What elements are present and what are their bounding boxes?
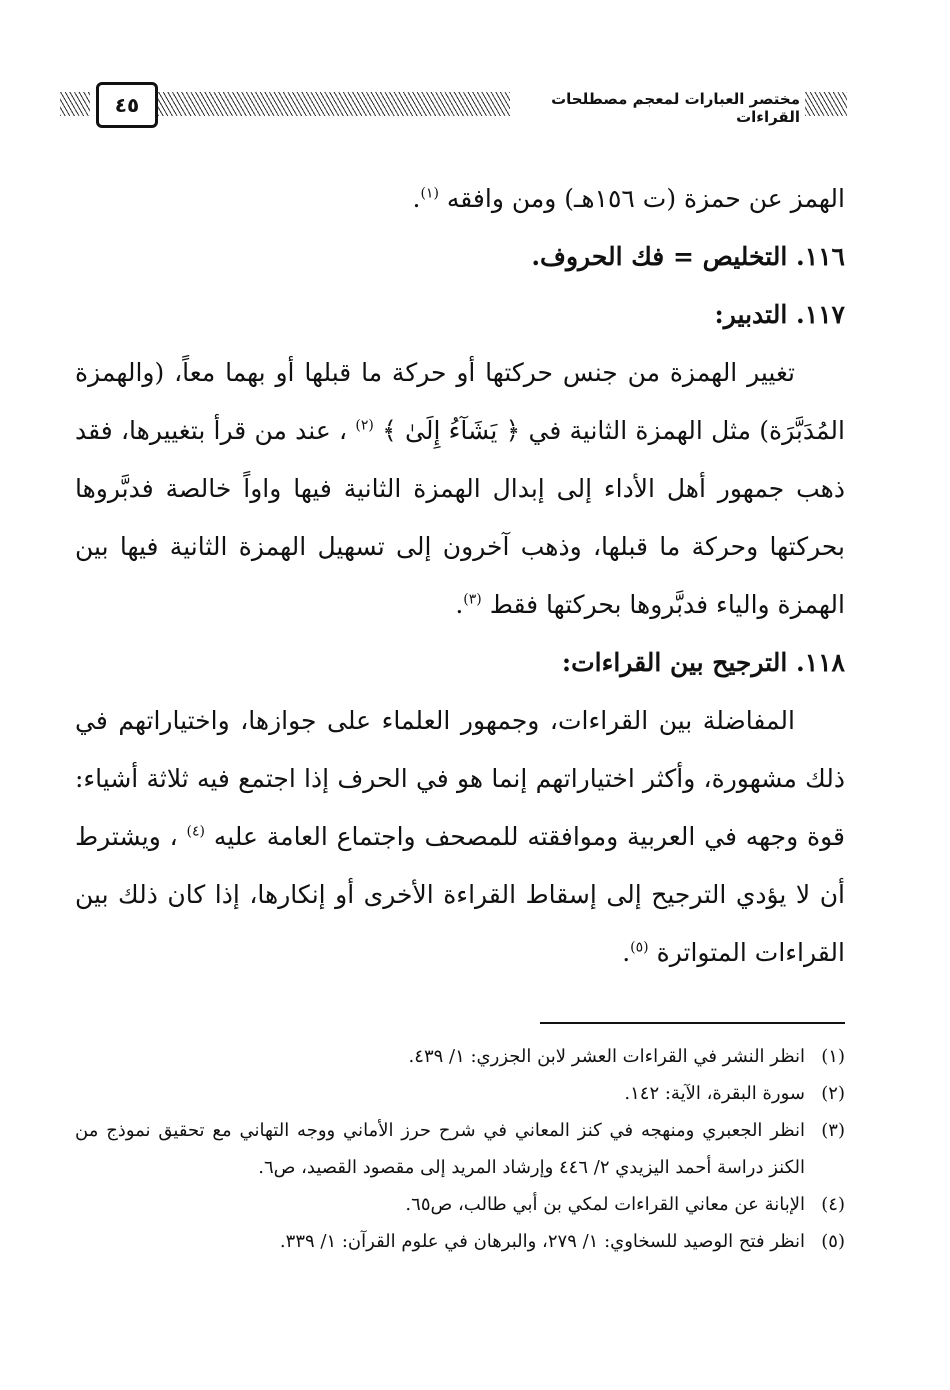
main-text (75, 170, 845, 982)
entry-body-118 (75, 692, 845, 982)
footnote-text: انظر فتح الوصيد للسخاوي: ١/ ٢٧٩، والبرهان في علوم القرآن: ١/ ٣٣٩. (279, 1231, 805, 1252)
header-ornament-left (60, 92, 90, 116)
footnote-text: سورة البقرة، الآية: ١٤٢. (624, 1083, 805, 1104)
footnote-ref: (٤) (186, 823, 205, 840)
footnote-ref: (٢) (355, 417, 374, 434)
paragraph-end: . (412, 184, 421, 213)
footnote-text: الإبانة عن معاني القراءات لمكي بن أبي طالب، ص٦٥. (405, 1194, 805, 1215)
footnote-item (75, 1186, 845, 1223)
footnote-mark: (٥) (821, 1231, 845, 1252)
footnote-text: انظر النشر في القراءات العشر لابن الجزري: ١/ ٤٣٩. (408, 1046, 805, 1067)
footnote-mark: (٢) (821, 1083, 845, 1104)
paragraph-continuation (75, 170, 845, 228)
running-header (60, 80, 860, 130)
footnote-mark: (١) (821, 1046, 845, 1067)
entry-heading-116: ١١٦. التخليص = فك الحروف. (531, 242, 845, 271)
footnote-item (75, 1112, 845, 1186)
footnotes (75, 1038, 845, 1260)
footnote-ref: (١) (420, 185, 439, 202)
paragraph-text: ، عند من قرأ بتغييرها، فقد ذهب جمهور أهل الأداء إلى إبدال الهمزة الثانية فيها واواً خالصة فدبَّروها بحركتها وحركة ما قبلها، وذهب آخرون إلى تسهيل الهمزة الثانية فيها بين الهمزة والياء فدبَّروها بحركتها فقط (75, 416, 845, 619)
paragraph-text: ، ويشترط أن لا يؤدي الترجيح إلى إسقاط القراءة الأخرى أو إنكارها، إذا كان ذلك بين القراءات المتواترة (75, 822, 845, 967)
paragraph-text: تغيير الهمزة من جنس حركتها أو حركة ما قبلها أو بهما معاً، (والهمزة المُدَبَّرَة) مثل الهمزة الثانية في ﴿ يَشَآءُ إِلَىٰ ﴾ (75, 358, 845, 445)
footnote-ref: (٣) (463, 591, 482, 608)
paragraph-text: المفاضلة بين القراءات، وجمهور العلماء على جوازها، واختياراتهم في ذلك مشهورة، وأكثر اختياراتهم إنما هو في الحرف إذا اجتمع فيه ثلاثة أشياء: قوة وجهه في العربية وموافقته للمصحف واجتماع العامة عليه (75, 706, 845, 851)
footnote-item (75, 1038, 845, 1075)
page-number: ٤٥ (96, 82, 158, 128)
header-ornament-right (805, 92, 847, 116)
header-ornament-middle (158, 92, 510, 116)
footnote-mark: (٤) (821, 1194, 845, 1215)
paragraph-end: . (455, 590, 464, 619)
paragraph-end: . (622, 938, 631, 967)
footnote-item (75, 1223, 845, 1260)
header-title: مختصر العبارات لمعجم مصطلحات القراءات (551, 90, 800, 126)
footnote-separator (540, 1022, 845, 1024)
paragraph-text: الهمز عن حمزة (ت ١٥٦هـ) ومن وافقه (446, 184, 845, 213)
entry-heading-117: ١١٧. التدبير: (714, 300, 845, 329)
footnote-text: انظر الجعبري ومنهجه في كنز المعاني في شرح حرز الأماني ووجه التهاني مع تحقيق نموذج من الكنز دراسة أحمد اليزيدي ٢/ ٤٤٦ وإرشاد المريد إلى مقصود القصيد، ص٦. (75, 1120, 805, 1178)
footnote-mark: (٣) (821, 1120, 845, 1141)
entry-heading-118: ١١٨. الترجيح بين القراءات: (561, 648, 845, 677)
entry-body-117 (75, 344, 845, 634)
footnote-ref: (٥) (630, 939, 649, 956)
footnote-item (75, 1075, 845, 1112)
